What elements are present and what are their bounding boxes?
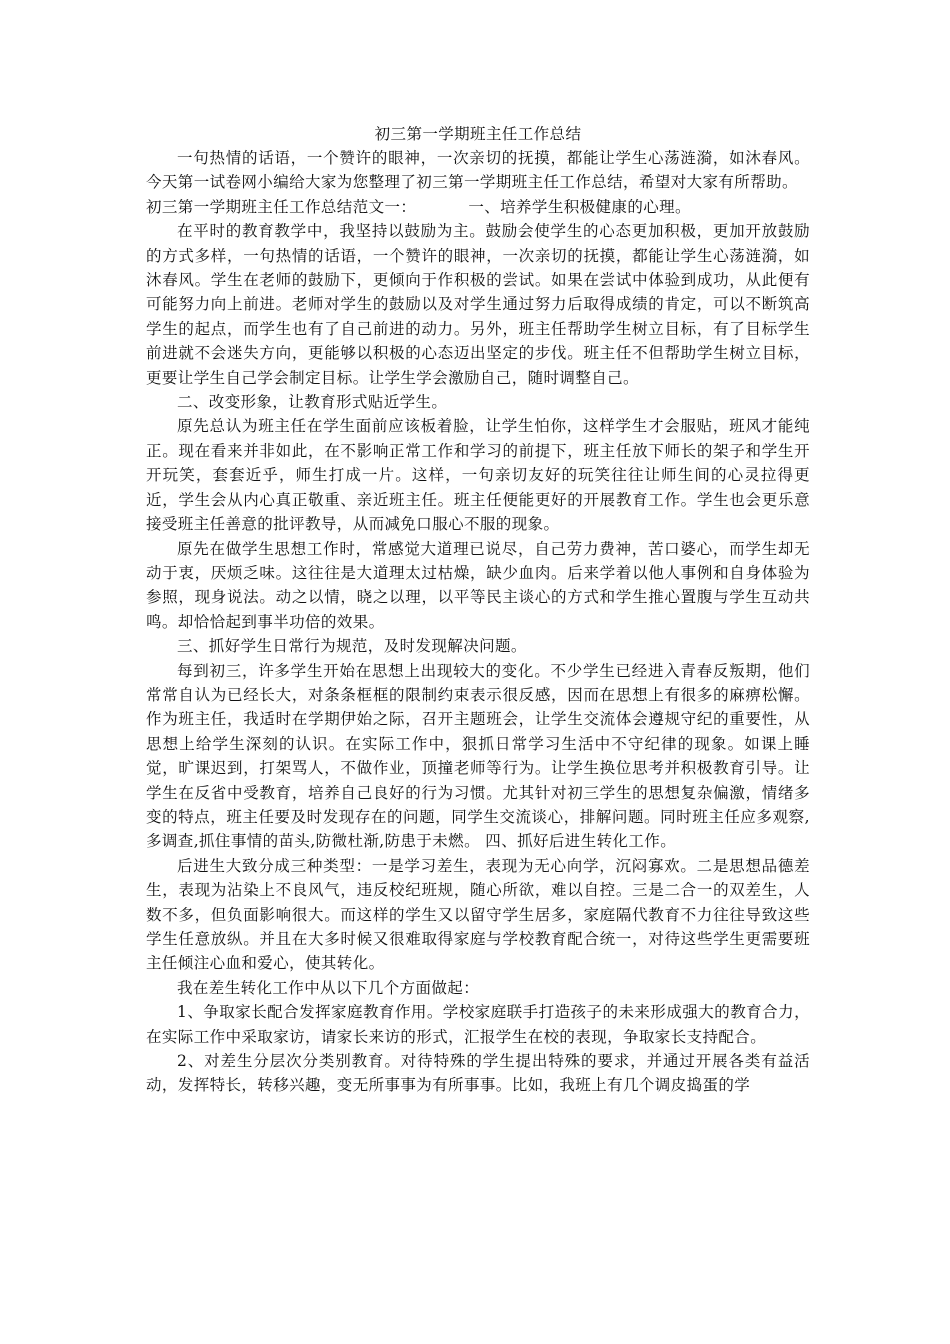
document-page (146, 122, 810, 1098)
section-heading-1: 一、培养学生积极健康的心理。 (468, 197, 691, 216)
sample-label: 初三第一学期班主任工作总结范文一： (146, 197, 417, 216)
body-paragraph: 原先总认为班主任在学生面前应该板着脸，让学生怕你，这样学生才会服贴，班风才能纯正。现在看来并非如此，在不影响正常工作和学习的前提下，班主任放下师长的架子和学生开开玩笑，套套近乎，师生打成一片。这样，一句亲切友好的玩笑往往让师生间的心灵拉得更近，学生会从内心真正敬重、亲近班主任。班主任便能更好的开展教育工作。学生也会更乐意接受班主任善意的批评教导，从而减免口服心不服的现象。 (146, 417, 810, 534)
body-paragraph: 每到初三，许多学生开始在思想上出现较大的变化。不少学生已经进入青春反叛期，他们常常自认为已经长大，对条条框框的限制约束表示很反感，因而在思想上有很多的麻痹松懈。作为班主任，我适时在学期伊始之际，召开主题班会，让学生交流体会遵规守纪的重要性，从思想上给学生深刻的认识。在实际工作中，狠抓日常学习生活中不守纪律的现象。如课上睡觉，旷课迟到，打架骂人，不做作业，顶撞老师等行为。让学生换位思考并积极教育引导。让学生在反省中受教育，培养自己良好的行为习惯。尤其针对初三学生的思想复杂偏激，情绪多变的特点，班主任要及时发现存在的问题，同学生交流谈心，排解问题。同时班主任应多观察,多调查,抓住事情的苗头,防微杜渐,防患于未燃。 四、抓好后进生转化工作。 (146, 661, 810, 851)
body-paragraph: 后进生大致分成三种类型：一是学习差生，表现为无心向学，沉闷寡欢。二是思想品德差生，表现为沾染上不良风气，违反校纪班规，随心所欲，难以自控。三是二合一的双差生，人数不多，但负面影响很大。而这样的学生又以留守学生居多，家庭隔代教育不力往往导致这些学生任意放纵。并且在大多时候又很难取得家庭与学校教育配合统一，对待这些学生更需要班主任倾注心血和爱心，使其转化。 (146, 856, 810, 973)
sample-heading-line (146, 195, 810, 219)
intro-paragraph: 一句热情的话语，一个赞许的眼神，一次亲切的抚摸，都能让学生心荡涟漪，如沐春风。今天第一试卷网小编给大家为您整理了初三第一学期班主任工作总结，希望对大家有所帮助。 (146, 149, 810, 192)
body-paragraph: 在平时的教育教学中，我坚持以鼓励为主。鼓励会使学生的心态更加积极，更加开放鼓励的方式多样，一句热情的话语，一个赞许的眼神，一次亲切的抚摸，都能让学生心荡涟漪，如沐春风。学生在老师的鼓励下，更倾向于作积极的尝试。如果在尝试中体验到成功，从此便有可能努力向上前进。老师对学生的鼓励以及对学生通过努力后取得成绩的肯定，可以不断筑高学生的起点，而学生也有了自己前进的动力。另外，班主任帮助学生树立目标，有了目标学生前进就不会迷失方向，更能够以积极的心态迈出坚定的步伐。班主任不但帮助学生树立目标，更要让学生自己学会制定目标。让学生学会激励自己，随时调整自己。 (146, 222, 810, 387)
document-title: 初三第一学期班主任工作总结 (374, 125, 582, 143)
body-paragraph: 原先在做学生思想工作时，常感觉大道理已说尽，自己劳力费神，苦口婆心，而学生却无动于衷，厌烦乏味。这往往是大道理太过枯燥，缺少血肉。后来学着以他人事例和自身体验为参照，现身说法。动之以情，晓之以理，以平等民主谈心的方式和学生推心置腹与学生互动共鸣。却恰恰起到事半功倍的效果。 (146, 539, 810, 631)
section-heading-3: 三、抓好学生日常行为规范，及时发现解决问题。 (177, 637, 527, 656)
list-paragraph-1: 1、争取家长配合发挥家庭教育作用。学校家庭联手打造孩子的未来形成强大的教育合力，在实际工作中采取家访，请家长来访的形式，汇报学生在校的表现，争取家长支持配合。 (146, 1003, 810, 1046)
section-heading-2: 二、改变形象，让教育形式贴近学生。 (177, 393, 448, 412)
body-paragraph: 我在差生转化工作中从以下几个方面做起： (177, 978, 480, 997)
list-paragraph-2: 2、对差生分层次分类别教育。对待特殊的学生提出特殊的要求，并通过开展各类有益活动，发挥特长，转移兴趣，变无所事事为有所事事。比如，我班上有几个调皮捣蛋的学 (146, 1052, 810, 1095)
